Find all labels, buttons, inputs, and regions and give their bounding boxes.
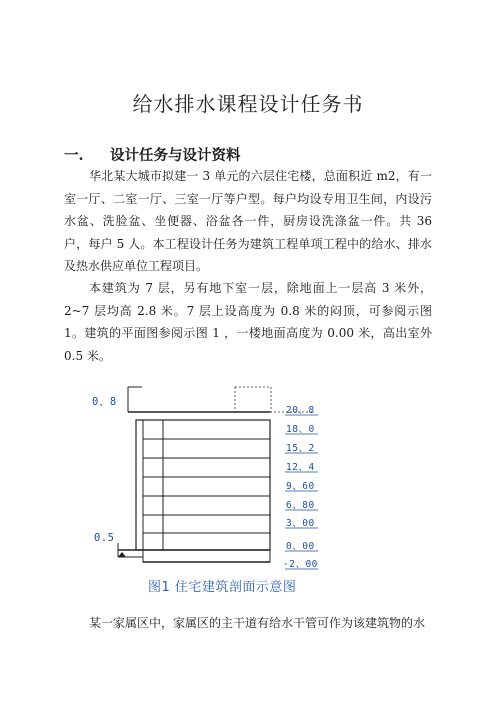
ground-marker-icon [118,552,126,557]
paragraph-project-overview: 华北某大城市拟建一 3 单元的六层住宅楼，总面积近 m2，有一室一厅、二室一厅、三室一厅等户型。每户均设专用卫生间，内设污水盆、洗脸盆、坐便器、浴盆各一件，厨房设洗涤盆一件。共 36 户，每户 5 人。本工程设计任务为建筑工程单项工程中的给水、排水及热水供应单位工程项目。 [64,169,432,273]
section-heading [64,144,241,165]
figure-caption: 图1 住宅建筑剖面示意图 [148,580,297,595]
basement [143,550,270,562]
section-figure [90,385,350,600]
label-plinth-height: 0.5 [94,532,115,544]
elevation-label: 6、80 [286,500,315,511]
paragraph-water-supply: 某一家属区中，家属区的主干道有给水干管可作为该建筑物的水 [89,616,426,630]
section-number: 一. [64,147,84,164]
floor-lines [143,439,270,533]
elevation-label: -2、00 [283,559,318,570]
elevation-label: 20、8 [286,405,315,416]
document-title: 给水排水课程设计任务书 [132,92,364,116]
elevation-label: 3、00 [286,518,315,529]
elevation-label: 18、0 [286,424,315,435]
elevation-label: 15、2 [286,443,315,454]
elevation-label: 0、00 [286,541,315,552]
section-title: 设计任务与设计资料 [110,147,241,164]
label-roof-space-height: 0、8 [92,396,117,408]
elevation-label: 12、4 [286,462,315,473]
elevation-label: 9、60 [286,481,315,492]
paragraph-building-info: 本建筑为 7 层，另有地下室一层，除地面上一层高 3 米外，2~7 层均高 2.8 米。7 层上设高度为 0.8 米的闷顶，可参阅示图 1。建筑的平面图参阅示图 1 ，一楼地面高度为 0.00 米，高出室外 0.5 米。 [64,281,432,363]
roof-box [235,387,271,412]
